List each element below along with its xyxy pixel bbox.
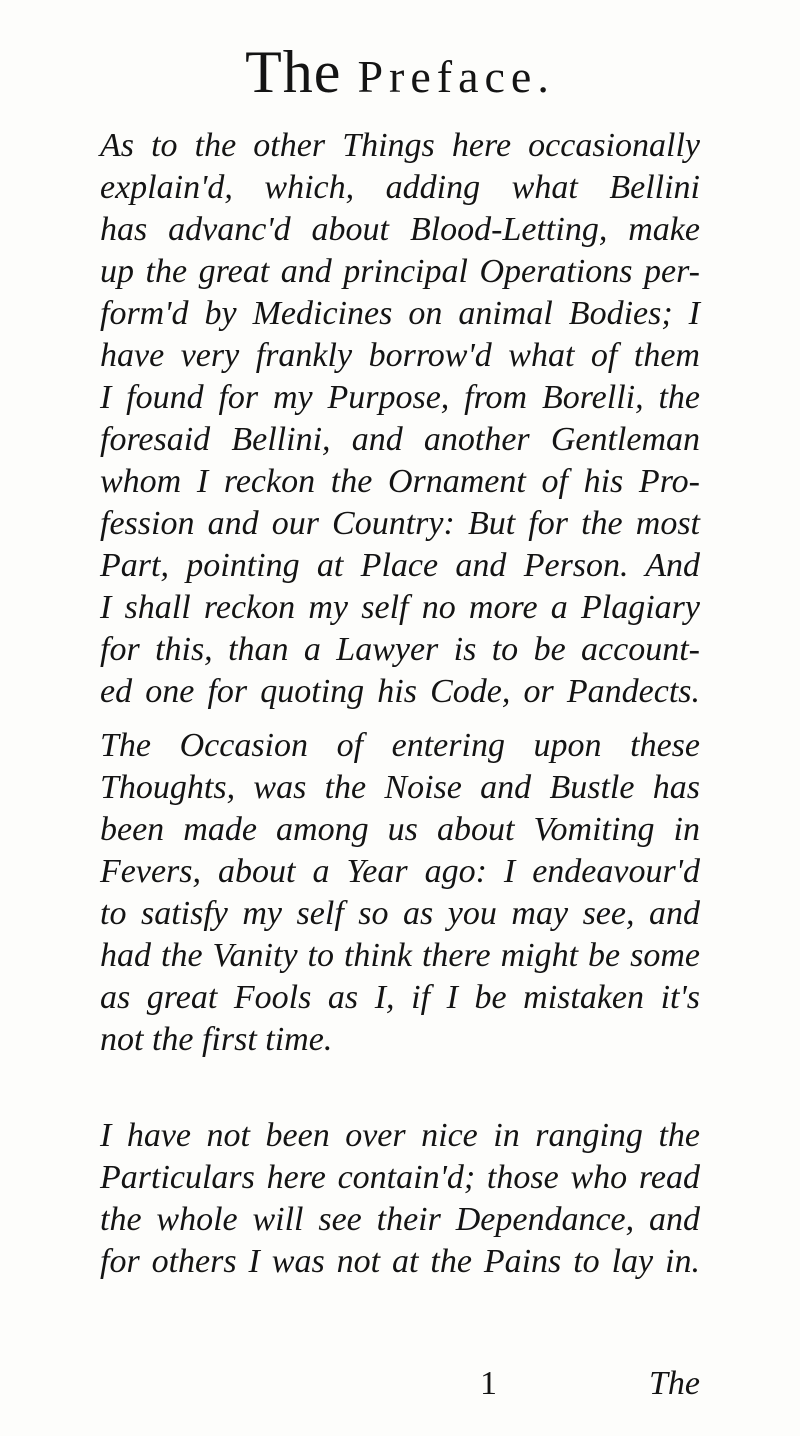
text-line: have very frankly borrow'd what of them [100,337,700,374]
text-line: Thoughts, was the Noise and Bustle has [100,769,700,806]
text-line: as great Fools as I, if I be mistaken it's [100,979,700,1016]
text-line: Fevers, about a Year ago: I endeavour'd [100,853,700,890]
paragraph-1 [100,125,700,713]
text-line: fession and our Country: But for the most [100,505,700,542]
header-title: Preface. [357,51,555,102]
text-line: I shall reckon my self no more a Plagiary [100,589,700,626]
paragraph-3 [100,1115,700,1283]
text-line: whom I reckon the Ornament of his Pro- [100,463,700,500]
catchword: The [649,1365,700,1402]
paragraph-2 [100,725,700,1061]
text-line: ed one for quoting his Code, or Pandects. [100,673,700,710]
text-line: form'd by Medicines on animal Bodies; I [100,295,700,332]
text-line: up the great and principal Operations per- [100,253,700,290]
running-header [0,38,800,107]
text-line: The Occasion of entering upon these [100,727,700,764]
text-line: to satisfy my self so as you may see, and [100,895,700,932]
text-line: explain'd, which, adding what Bellini [100,169,700,206]
header-word: The [245,39,358,105]
text-line: the whole will see their Dependance, and [100,1201,700,1238]
text-line: not the first time. [100,1021,333,1058]
text-line: As to the other Things here occasionally [100,127,700,164]
signature-mark: 1 [480,1365,497,1402]
text-line: had the Vanity to think there might be some [100,937,700,974]
text-line: Part, pointing at Place and Person. And [100,547,700,584]
text-line: has advanc'd about Blood-Letting, make [100,211,700,248]
text-line: for this, than a Lawyer is to be account- [100,631,700,668]
text-line: I have not been over nice in ranging the [100,1117,700,1154]
text-line: been made among us about Vomiting in [100,811,700,848]
text-line: foresaid Bellini, and another Gentleman [100,421,700,458]
page-footer [100,1365,700,1407]
text-line: for others I was not at the Pains to lay in. [100,1243,700,1280]
text-line: Particulars here contain'd; those who read [100,1159,700,1196]
text-line: I found for my Purpose, from Borelli, the [100,379,700,416]
